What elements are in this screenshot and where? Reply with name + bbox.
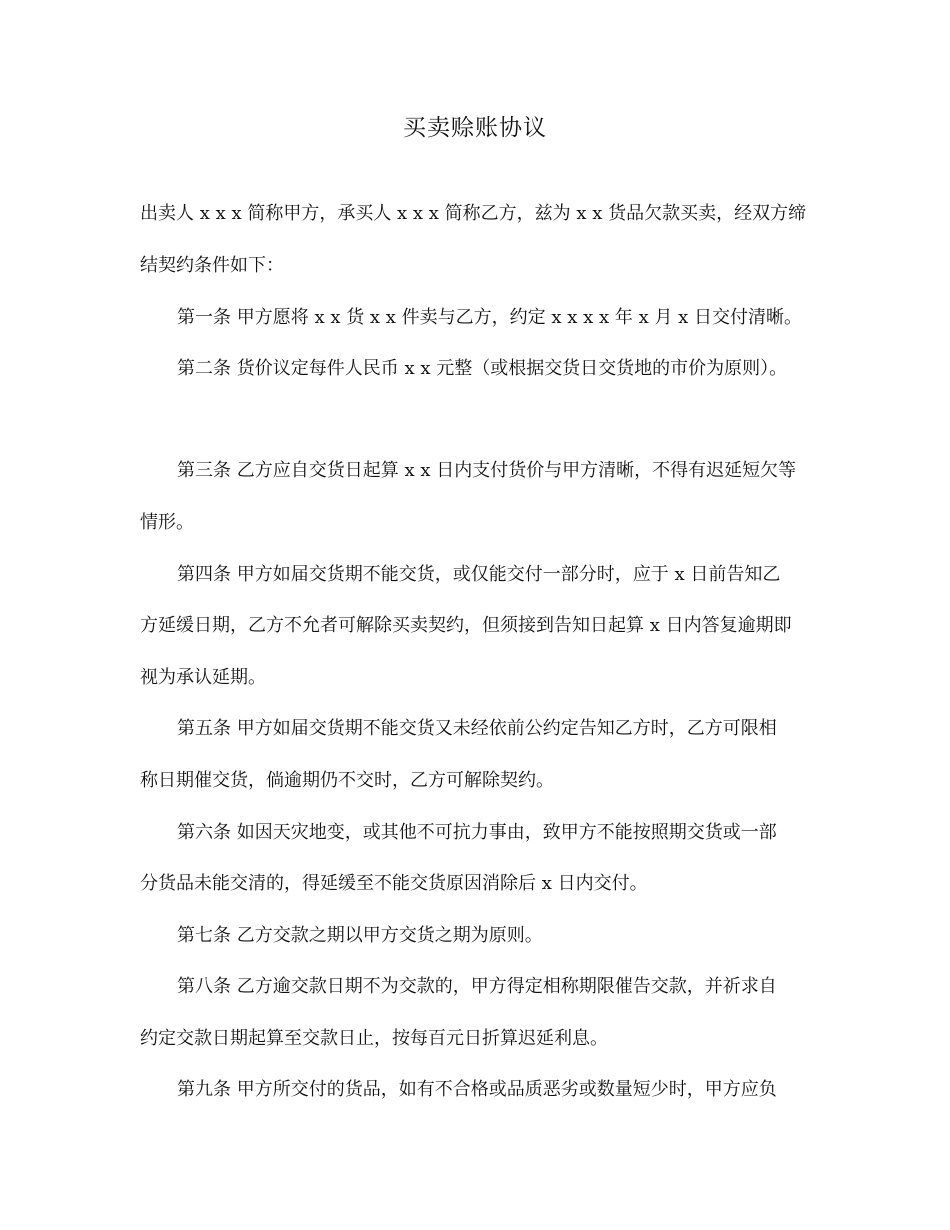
- paragraph-line: 出卖人 x x x 简称甲方，承买人 x x x 简称乙方，兹为 x x 货品欠款买卖，经双方缔: [140, 203, 807, 224]
- paragraph-line: 第七条 乙方交款之期以甲方交货之期为原则。: [177, 925, 543, 946]
- document-title: 买卖赊账协议: [403, 115, 547, 141]
- paragraph-line: 第六条 如因天灾地变，或其他不可抗力事由，致甲方不能按照期交货或一部: [177, 822, 777, 843]
- paragraph-line: 视为承认延期。: [140, 667, 266, 688]
- paragraph-line: 分货品未能交清的，得延缓至不能交货原因消除后 x 日内交付。: [140, 873, 648, 894]
- paragraph-line: 情形。: [140, 512, 194, 533]
- paragraph-line: 第九条 甲方所交付的货品，如有不合格或品质恶劣或数量短少时，甲方应负: [177, 1079, 777, 1100]
- paragraph-line: 第三条 乙方应自交货日起算 x x 日内支付货价与甲方清晰，不得有迟延短欠等: [177, 460, 797, 481]
- paragraph-line: 第八条 乙方逾交款日期不为交款的，甲方得定相称期限催告交款，并祈求自: [177, 976, 777, 997]
- paragraph-line: 约定交款日期起算至交款日止，按每百元日折算迟延利息。: [140, 1028, 608, 1049]
- paragraph-line: 第一条 甲方愿将 x x 货 x x 件卖与乙方，约定 x x x x 年 x 月 x 日交付清晰。: [177, 307, 803, 328]
- paragraph-line: 称日期催交货，倘逾期仍不交时，乙方可解除契约。: [140, 770, 554, 791]
- paragraph-line: 第四条 甲方如届交货期不能交货，或仅能交付一部分时，应于 x 日前告知乙: [177, 564, 781, 585]
- paragraph-line: 第五条 甲方如届交货期不能交货又未经依前公约定告知乙方时，乙方可限相: [177, 718, 777, 739]
- paragraph-line: 方延缓日期，乙方不允者可解除买卖契约，但须接到告知日起算 x 日内答复逾期即: [140, 615, 792, 636]
- paragraph-line: 结契约条件如下：: [140, 255, 284, 276]
- paragraph-line: 第二条 货价议定每件人民币 x x 元整（或根据交货日交货地的市价为原则）。: [177, 358, 788, 379]
